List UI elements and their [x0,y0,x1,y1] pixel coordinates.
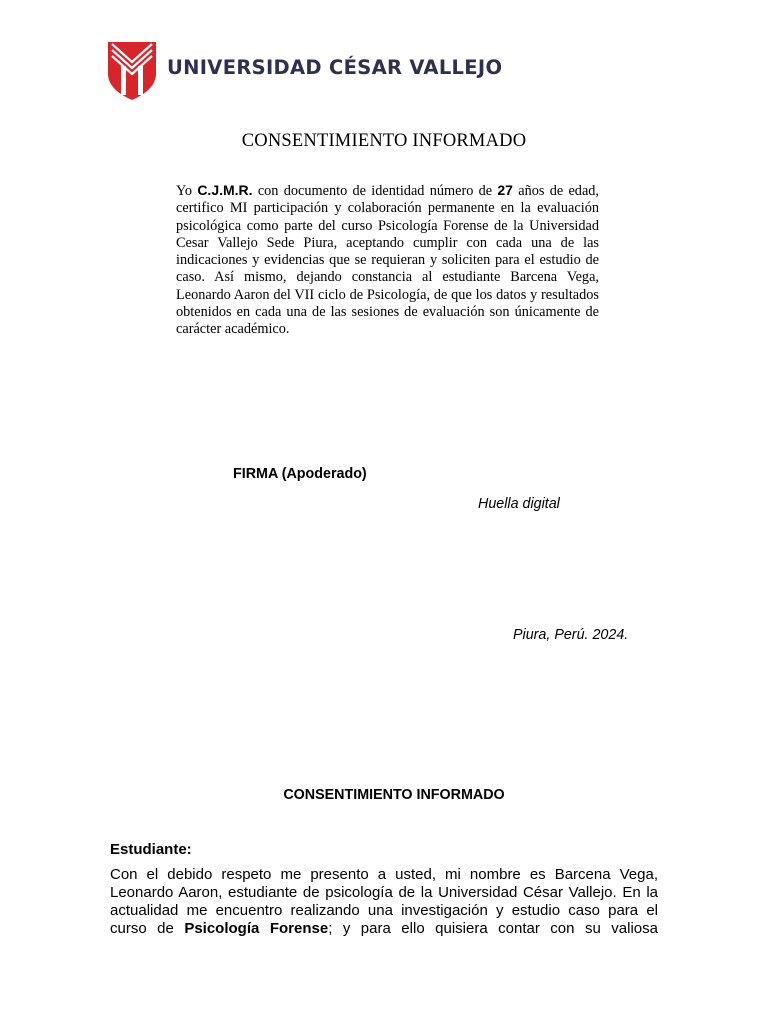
second-consent-title: CONSENTIMIENTO INFORMADO [283,787,505,803]
student-paragraph [110,866,658,938]
consent-text-body: años de edad, certifico MI participación y colaboración permanente en la evaluación psicológica como parte del curso Psicología Forense de la Universidad Cesar Vallejo Sede Piura, aceptando cumplir con cada una de las indicaciones y evidencias que se requieran y soliciten para el estudio de caso. Así mismo, dejando constancia al estudiante Barcena Vega, Leonardo Aaron del VII ciclo de Psicología, de que los datos y resultados obtenidos en cada una de las sesiones de evaluación son únicamente de carácter académico. [176,183,600,338]
signature-label: FIRMA (Apoderado) [233,466,367,482]
student-label: Estudiante: [110,841,192,858]
consent-text-start: Yo [176,183,193,199]
place-date: Piura, Perú. 2024. [513,627,629,643]
consent-text-id: con documento de identidad número de [257,183,493,199]
consent-paragraph [176,182,599,339]
student-text-end: ; y para ello quisiera contar con su valiosa [328,920,658,937]
university-name: UNIVERSIDAD CÉSAR VALLEJO [167,56,503,79]
participant-initials: C.J.M.R. [197,182,253,198]
university-header [108,42,503,100]
consent-title: CONSENTIMIENTO INFORMADO [241,131,527,151]
university-shield-logo [108,42,156,100]
participant-age: 27 [497,182,513,198]
fingerprint-label: Huella digital [478,496,560,512]
course-name: Psicología Forense [184,920,329,937]
student-text-intro: Con el debido respeto me presento a usted, mi nombre es Barcena Vega, Leonardo Aaron, estudiante de psicología de la Universidad César Vallejo. En la actualidad me encuentro realizando una investigación y estudio caso para el curso de [110,866,658,937]
